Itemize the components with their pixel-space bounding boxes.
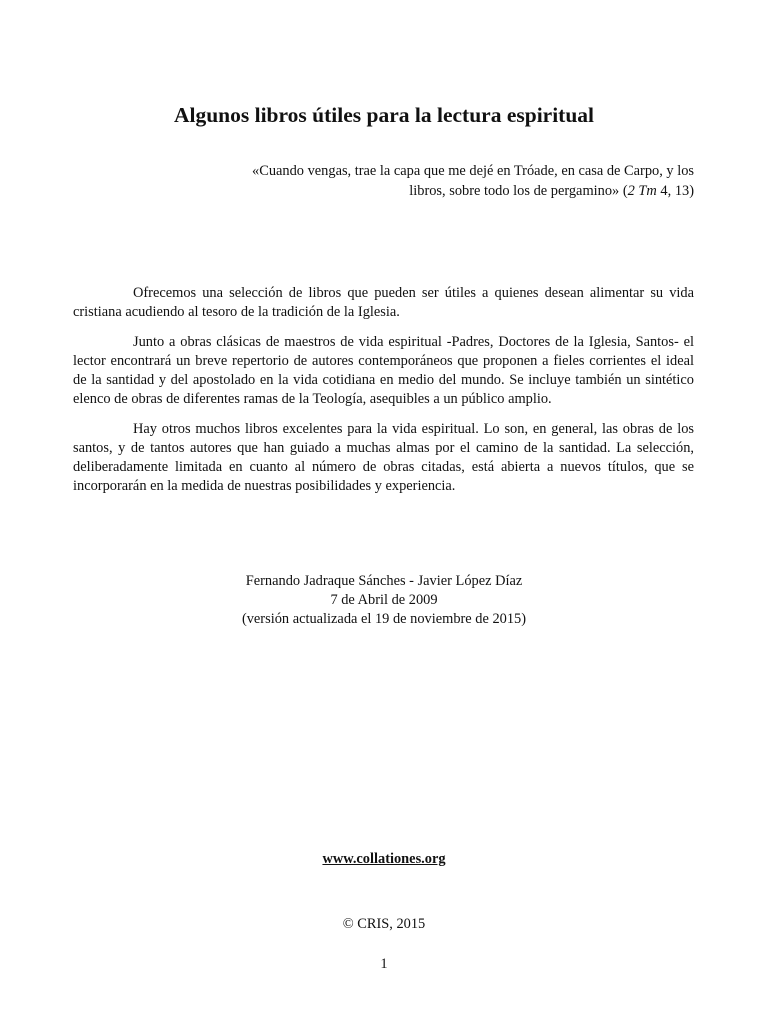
website-link[interactable]: www.collationes.org [322,851,446,867]
body-text [73,284,694,507]
authors-line: Fernando Jadraque Sánches - Javier López Díaz [245,573,523,589]
epigraph-line-2-text: libros, sobre todo los de pergamino» ( [409,183,628,199]
page-title: Algunos libros útiles para la lectura espiritual [173,103,595,127]
copyright-notice: © CRIS, 2015 [342,916,426,932]
epigraph-quote [180,161,694,201]
epigraph-reference-book: 2 Tm [627,183,657,199]
epigraph-line-2 [180,181,694,201]
epigraph-line-1: «Cuando vengas, trae la capa que me dejé en Tróade, en casa de Carpo, y los [252,163,694,179]
signature-block [0,572,768,629]
intro-paragraph: Ofrecemos una selección de libros que pueden ser útiles a quienes desean alimentar su vida cristiana acudiendo al tesoro de la tradición de la Iglesia. [73,285,694,320]
version-line: (versión actualizada el 19 de noviembre de 2015) [241,611,527,627]
selection-paragraph: Hay otros muchos libros excelentes para la vida espiritual. Lo son, en general, las obras de los santos, y de tantos autores que han guiado a muchas almas por el camino de la santidad. La selección, deliberadamente limitada en cuanto al número de obras citadas, está abierta a nuevos títulos, que se incorporarán en la medida de nuestras posibilidades y experiencia. [73,421,694,494]
date-line: 7 de Abril de 2009 [330,592,438,608]
page-number: 1 [380,956,388,972]
content-paragraph: Junto a obras clásicas de maestros de vida espiritual -Padres, Doctores de la Iglesia, Santos- el lector encontrará un breve repertorio de autores contemporáneos que proponen a fieles corrientes el ideal de la santidad y del apostolado en la vida cotidiana en medio del mundo. Se incluye también un sintético elenco de obras de diferentes ramas de la Teología, asequibles a un público amplio. [73,334,694,407]
epigraph-reference-verse: 4, 13) [656,183,694,199]
